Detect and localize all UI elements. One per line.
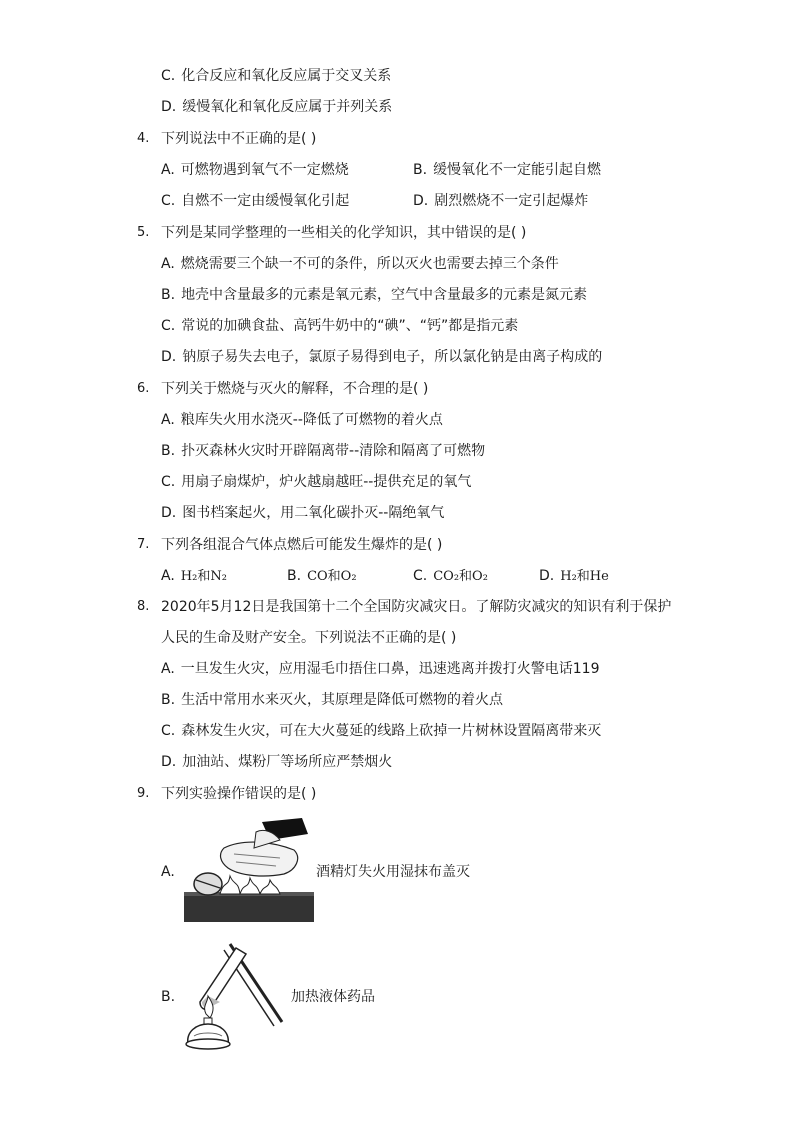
q4-option-a[interactable] (161, 160, 349, 180)
q9-option-b-caption: 加热液体药品 (291, 989, 375, 1005)
q6-option-d[interactable] (161, 503, 444, 523)
option-label: C. (161, 68, 176, 84)
option-text: 钠原子易失去电子，氯原子易得到电子，所以氯化钠是由离子构成的 (182, 349, 603, 365)
option-text: CO和O₂ (307, 569, 357, 584)
q5-option-a[interactable] (161, 254, 559, 274)
q4-option-b[interactable] (413, 160, 601, 180)
option-label: C. (161, 193, 176, 209)
option-text: 可燃物遇到氧气不一定燃烧 (180, 162, 349, 178)
heating-liquid-figure (178, 940, 290, 1052)
option-text: 自燃不一定由缓慢氧化引起 (181, 193, 350, 209)
q9-option-b-label[interactable]: B. (161, 989, 176, 1005)
q6-option-b[interactable] (161, 441, 485, 461)
option-text: 粮库失火用水浇灭--降低了可燃物的着火点 (180, 412, 443, 428)
option-text: 一旦发生火灾，应用湿毛巾捂住口鼻，迅速逃离并拨打火警电话119 (180, 661, 600, 677)
option-text: 缓慢氧化和氧化反应属于并列关系 (182, 99, 393, 115)
q3-option-d[interactable] (161, 97, 392, 117)
option-text: 化合反应和氧化反应属于交叉关系 (181, 68, 392, 84)
q8-option-c[interactable] (161, 721, 601, 741)
option-label: C. (413, 568, 428, 584)
q4-option-c[interactable] (161, 191, 349, 211)
q7-option-d[interactable] (539, 566, 609, 587)
option-text: 地壳中含量最多的元素是氧元素，空气中含量最多的元素是氮元素 (181, 287, 588, 303)
question-number: 7. (137, 537, 150, 552)
q8-option-d[interactable] (161, 752, 392, 772)
q8-option-b[interactable] (161, 690, 503, 710)
option-label: D. (161, 754, 177, 770)
option-text: 剧烈燃烧不一定引起爆炸 (434, 193, 589, 209)
q6-option-c[interactable] (161, 472, 471, 492)
option-text: 燃烧需要三个缺一不可的条件，所以灭火也需要去掉三个条件 (180, 256, 559, 272)
option-text: 常说的加碘食盐、高钙牛奶中的“碘”、“钙”都是指元素 (181, 318, 519, 334)
option-text: 加油站、煤粉厂等场所应严禁烟火 (182, 754, 393, 770)
q6-option-a[interactable] (161, 410, 443, 430)
q9-option-a-label[interactable]: A. (161, 864, 175, 880)
option-text: H₂和He (560, 569, 609, 584)
q5-option-c[interactable] (161, 316, 518, 336)
question-stem-continued: 人民的生命及财产安全。下列说法不正确的是( ) (161, 630, 457, 646)
question-number: 8. (137, 599, 150, 614)
question-stem: 下列实验操作错误的是( ) (161, 786, 317, 802)
question-stem: 下列关于燃烧与灭火的解释，不合理的是( ) (161, 381, 429, 397)
q4-option-d[interactable] (413, 191, 588, 211)
option-label: C. (161, 723, 176, 739)
option-label: A. (161, 661, 175, 677)
option-text: 缓慢氧化不一定能引起自燃 (433, 162, 602, 178)
option-text: 图书档案起火，用二氧化碳扑灭--隔绝氧气 (182, 505, 445, 521)
option-label: D. (539, 568, 555, 584)
option-text: 扑灭森林火灾时开辟隔离带--清除和隔离了可燃物 (181, 443, 486, 459)
damp-cloth-extinguish-figure (184, 818, 314, 922)
option-label: A. (161, 412, 175, 428)
option-label: D. (161, 349, 177, 365)
option-label: D. (413, 193, 429, 209)
question-number: 5. (137, 225, 150, 240)
option-label: A. (161, 256, 175, 272)
q7-option-b[interactable] (287, 566, 357, 587)
option-label: B. (161, 287, 176, 303)
option-text: H₂和N₂ (180, 569, 227, 584)
q3-option-c[interactable] (161, 66, 391, 86)
option-label: B. (161, 692, 176, 708)
option-label: A. (161, 568, 175, 584)
option-label: B. (161, 443, 176, 459)
option-label: D. (161, 505, 177, 521)
question-stem: 下列是某同学整理的一些相关的化学知识，其中错误的是( ) (161, 225, 527, 241)
q5-option-d[interactable] (161, 347, 602, 367)
option-text: 用扇子扇煤炉，炉火越扇越旺--提供充足的氧气 (181, 474, 472, 490)
q8-option-a[interactable] (161, 659, 600, 679)
option-label: B. (287, 568, 302, 584)
option-text: 生活中常用水来灭火，其原理是降低可燃物的着火点 (181, 692, 504, 708)
q5-option-b[interactable] (161, 285, 587, 305)
option-text: 森林发生火灾，可在大火蔓延的线路上砍掉一片树林设置隔离带来灭 (181, 723, 602, 739)
option-label: D. (161, 99, 177, 115)
question-number: 9. (137, 786, 150, 801)
option-text: CO₂和O₂ (433, 569, 488, 584)
option-label: C. (161, 318, 176, 334)
question-stem: 下列说法中不正确的是( ) (161, 131, 317, 147)
question-number: 4. (137, 131, 150, 146)
q9-option-a-caption: 酒精灯失火用湿抹布盖灭 (316, 864, 470, 880)
question-stem: 下列各组混合气体点燃后可能发生爆炸的是( ) (161, 537, 443, 553)
option-label: A. (161, 162, 175, 178)
question-number: 6. (137, 381, 150, 396)
q7-option-c[interactable] (413, 566, 488, 587)
option-label: C. (161, 474, 176, 490)
question-stem: 2020年5月12日是我国第十二个全国防灾减灾日。了解防灾减灾的知识有利于保护 (161, 599, 672, 615)
q7-option-a[interactable] (161, 566, 227, 587)
option-label: B. (413, 162, 428, 178)
